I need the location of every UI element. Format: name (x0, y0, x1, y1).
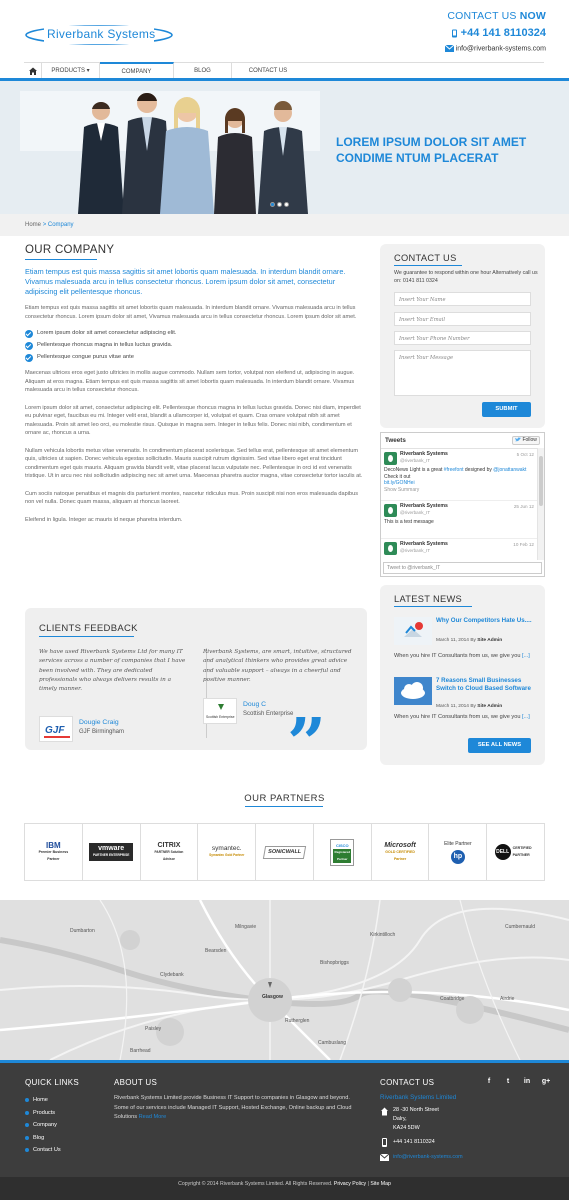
map-label: Barrhead (130, 1048, 151, 1054)
map-label: Kirkintilloch (370, 932, 396, 938)
nav-products[interactable]: PRODUCTS ▾ (42, 63, 100, 79)
news-item (394, 677, 539, 737)
partners-strip (24, 823, 545, 881)
news-item-meta: March 11, 2014 By Site Admin (436, 638, 503, 643)
site-footer (0, 1060, 569, 1177)
news-item-title[interactable]: Why Our Competitors Hate Us.... (436, 617, 532, 624)
latest-news (380, 585, 545, 765)
tweet-handle: @riverbank_IT (400, 510, 431, 515)
body-paragraph: Nullam vehicula lobortis metus vitae venenatis. In condimentum placerat scelerisque. Sed tellus erat, pellentesque sit amet elementum quis, ultricies ut sapien. Donec vehicula egestas sollicitudin. Mauris suscipit rutrum dignissim. Sed vitae libero eget erat tincidunt condimentum eget quis mauris. Aliquam gravida blandit velit, vitae placerat lacus vulputate nec. Pellentesque in orci id est venenatis tristique. Ut in arcu nec nisi sollicitudin adipiscing nec sit amet urna. Maecenas pharetra auctor magna, vitae consectetur tortor iaculis at. (25, 447, 363, 479)
testimonial-author (203, 698, 353, 726)
site-map-link[interactable]: Site Map (370, 1181, 391, 1187)
map-label: Clydebank (160, 972, 184, 978)
map-label: Bearsden (205, 948, 227, 954)
nav-home-button[interactable] (24, 63, 42, 79)
partner-dell[interactable] (487, 824, 544, 880)
tweet-user[interactable]: Riverbank Systems (400, 541, 448, 547)
vmware-logo: vmware PARTNER ENTERPRISE (89, 843, 133, 861)
testimonial (203, 648, 355, 719)
phone-field[interactable]: Insert Your Phone Number (394, 331, 531, 345)
news-thumbnail-image (394, 617, 432, 645)
scrollbar-thumb[interactable] (539, 456, 543, 506)
news-item-excerpt: When you hire IT Consultants from us, we give you [...] (394, 653, 530, 659)
message-field[interactable]: Insert Your Message (394, 350, 531, 396)
nav-company[interactable]: COMPANY (100, 62, 174, 78)
gjf-logo-icon (40, 717, 74, 743)
partner-symantec[interactable] (198, 824, 256, 880)
footer-link-home[interactable]: Home (25, 1094, 61, 1107)
breadcrumb-home[interactable]: Home (25, 222, 42, 228)
header-email[interactable]: info@riverbank-systems.com (406, 45, 546, 52)
partner-sonicwall[interactable] (256, 824, 314, 880)
contact-form (380, 244, 545, 428)
copyright-bar: Copyright © 2014 Riverbank Systems Limited. All Rights Reserved. Privacy Policy | Site Map (0, 1177, 569, 1200)
header-contact-label: CONTACT US NOW (447, 10, 546, 22)
body-paragraph: Lorem ipsum dolor sit amet, consectetur adipiscing elit. Pellentesque rhoncus magna in tellus luctus gravida. Donec nisi diam, imperdiet eu pulvinar eget, faucibus eu mi. Integer velit erat, blandit a ullamcorper id, volutpat et quam. Cras ornare volutpat nibh sit amet malesuada. Proin sit amet leo orci, eu molestie risus. Quisque in magna sem. Integer in tellus felis. Donec nisi nibh, condimentum et ornare ac, rhoncus a urna. (25, 404, 361, 436)
map-label: Milngavie (235, 924, 257, 930)
nav-contact-us[interactable]: CONTACT US (248, 68, 288, 74)
header-phone[interactable]: +44 141 8110324 (406, 27, 546, 39)
partner-citrix[interactable] (141, 824, 199, 880)
partner-vmware[interactable] (83, 824, 141, 880)
site-logo[interactable] (24, 22, 184, 48)
page-title: OUR COMPANY (25, 244, 115, 256)
tweet-handle: @riverbank_IT (400, 458, 431, 463)
twitter-bird-icon (515, 437, 521, 442)
tweet-date[interactable]: 10 Feb 12 (513, 542, 534, 547)
contact-form-note: We guarantee to respond within one hour Alternatively call us on: 0141 811 0324 (394, 270, 538, 284)
footer-link-contact[interactable]: Contact Us (25, 1144, 61, 1157)
feature-item: Pellentesque rhoncus magna in tellus luctus gravida. (25, 341, 367, 350)
ibm-logo: IBM Premier Business Partner (38, 840, 69, 861)
tweet-user[interactable]: Riverbank Systems (400, 503, 448, 509)
scottish-enterprise-logo-icon (204, 699, 238, 725)
news-thumbnail[interactable] (394, 677, 432, 705)
news-title-underline (394, 606, 472, 607)
site-header (0, 0, 569, 62)
tweet-date[interactable]: 5 Oct 12 (516, 452, 534, 457)
footer-company-name: Riverbank Systems Limited (380, 1094, 457, 1101)
home-icon (24, 63, 42, 79)
news-title: LATEST NEWS (394, 594, 463, 604)
svg-text:Scottish Enterprise: Scottish Enterprise (206, 715, 235, 719)
follow-button[interactable]: Follow (512, 436, 540, 445)
map-label: Paisley (145, 1026, 162, 1032)
breadcrumb (0, 214, 569, 236)
nav-blog[interactable]: BLOG (174, 63, 232, 79)
news-item-title[interactable]: 7 Reasons Small Businesses Switch to Cloud Based Software (436, 677, 531, 692)
logo-text: Riverbank Systems (47, 27, 156, 41)
feature-list (25, 329, 367, 362)
testimonial-quote: Riverbank Systems, are smart, intuitive, structured and analytical thinkers who provides great advice and valuable support – always in a cheerful and positive manner. (203, 649, 352, 683)
feature-item: Lorem ipsum dolor sit amet consectetur adipiscing elit. (25, 329, 367, 338)
cloud-thumbnail-image (394, 677, 432, 705)
map-label: Cumbernauld (505, 924, 536, 930)
body-paragraph: Etiam tempus est quis massa sagittis sit amet lobortis quam malesuada. In interdum blandit ornare. Vivamus malesuada arcu in tellus consectetur rhoncus. Lorem ipsum dolor sit amet, Vivamus malesuada arcu in tellus consectetur rhoncus. Lorem ipsum dolor sit amet. (25, 305, 357, 320)
linkedin-icon[interactable]: in (523, 1078, 531, 1085)
body-paragraph: Maecenas ultrices eros eget justo ultricies in mollis augue commodo. Nullam sem tortor, volutpat non eleifend ut, adipiscing in augue. Aliquam at eros magna. Etiam tempus est quis massa sagittis sit amet lobortis quam malesuada. In interdum blandit ornare. Vivamus malesuada arcu in tellus consectetur rhoncus. (25, 370, 355, 393)
footer-link-products[interactable]: Products (25, 1107, 61, 1120)
news-item-excerpt: When you hire IT Consultants from us, we give you [...] (394, 714, 530, 720)
tweet-compose-input[interactable]: Tweet to @riverbank_IT (383, 562, 542, 574)
quick-links (25, 1094, 61, 1157)
see-all-news-button[interactable]: SEE ALL NEWS (468, 738, 531, 753)
tweet-text: DecoNews Light is a great #freefont designed by @jonattanwakt Check it out bit.ly/GONHei Show Summary (384, 467, 527, 493)
partner-ibm[interactable] (25, 824, 83, 880)
read-more-link[interactable]: Read More (138, 1114, 167, 1120)
map-label: Cambuslang (318, 1040, 347, 1046)
tweet-user[interactable]: Riverbank Systems (400, 451, 448, 457)
about-text: Riverbank Systems Limited provide Business IT Support to companies in Glasgow and beyond. Some of our services include Managed IT Support, Hosted Exchange, Online backup and Cloud Solutions Read More (114, 1095, 352, 1120)
map-label: Dumbarton (70, 928, 95, 934)
map-roads (0, 900, 569, 1060)
tweets-title: Tweets (385, 437, 406, 444)
tweet-text: This is a test message (384, 519, 434, 525)
feature-item: Pellentesque congue purus vitae ante (25, 353, 367, 362)
symantec-logo: symantec. Symantec Gold Partner (209, 845, 245, 857)
map-label: Coatbridge (440, 996, 465, 1002)
client-logo (203, 698, 237, 724)
slider-dot[interactable] (270, 202, 275, 207)
envelope-icon (445, 45, 454, 52)
svg-text:GJF: GJF (45, 725, 65, 736)
map-label: Airdrie (500, 996, 515, 1002)
envelope-icon (380, 1154, 389, 1161)
testimonial (39, 648, 189, 736)
footer-phone[interactable]: +44 141 8110324 (393, 1139, 435, 1145)
about-title: ABOUT US (114, 1078, 158, 1087)
citrix-logo: CITRIX PARTNER Solution Advisor (154, 841, 184, 861)
hp-logo: Elite Partner hp (444, 841, 472, 864)
avatar (384, 504, 397, 517)
microsoft-logo: Microsoft GOLD CERTIFIED Partner (384, 841, 416, 861)
main-nav (24, 62, 544, 78)
hero-caption: LOREM IPSUM DOLOR SIT AMET CONDIME NTUM PLACERAT (336, 135, 527, 165)
testimonial-name: Dougie Craig (79, 719, 119, 726)
check-icon (25, 342, 33, 350)
tweet (381, 501, 538, 539)
tweet (381, 539, 538, 560)
submit-button[interactable]: SUBMIT (482, 402, 531, 417)
google-plus-icon[interactable]: g+ (541, 1078, 551, 1085)
map-label: Bishopbriggs (320, 960, 349, 966)
news-item-meta: March 11, 2014 By Site Admin (436, 704, 503, 709)
twitter-icon[interactable]: t (506, 1078, 510, 1085)
feedback-title-underline (39, 636, 134, 637)
tweet-scrollbar[interactable] (537, 448, 544, 560)
twitter-widget (380, 432, 545, 577)
avatar (384, 542, 397, 555)
home-icon (381, 1107, 388, 1116)
testimonial-author (39, 716, 189, 744)
testimonial-quote: We have used Riverbank Systems Ltd for many IT services across a number of companies that I have been involved with. They are dedicated professionals who always delivers results in a timely manner. (39, 649, 186, 693)
news-thumbnail[interactable] (394, 617, 432, 645)
testimonial-name: Doug C (243, 701, 267, 708)
tweet (381, 449, 538, 501)
facebook-icon[interactable]: f (487, 1078, 491, 1085)
check-icon (25, 330, 33, 338)
map-label: Glasgow (262, 994, 283, 1000)
show-summary-link[interactable]: Show Summary (384, 486, 420, 493)
breadcrumb-current: Company (47, 222, 74, 228)
partners-title: OUR PARTNERS (244, 793, 325, 804)
quote-mark-icon: ” (287, 704, 327, 784)
body-paragraph: Eleifend in ligula. Integer ac mauris id neque pharetra interdum. (25, 516, 183, 523)
name-field[interactable]: Insert Your Name (394, 292, 531, 306)
cisco-logo: CISCO Registered Partner (330, 839, 354, 866)
body-paragraph: Cum sociis natoque penatibus et magnis dis parturient montes, nascetur ridiculus mus. Proin suscipit nisi non eros malesuada dapibus non vel nulla. Donec quam massa, aliquam at rhoncus laoreet. (25, 490, 359, 505)
social-links (476, 1076, 552, 1088)
contact-form-title-underline (394, 265, 462, 266)
tweet-list (381, 448, 538, 560)
privacy-policy-link[interactable]: Privacy Policy (333, 1181, 367, 1187)
footer-email[interactable]: info@riverbank-systems.com (393, 1154, 463, 1160)
news-item (394, 617, 539, 667)
check-icon (25, 354, 33, 362)
dell-logo: DELL CERTIFIED PARTNER (495, 844, 537, 860)
avatar (384, 452, 397, 465)
slider-dot[interactable] (284, 202, 289, 207)
testimonial-org: GJF Birmingham (79, 729, 125, 735)
title-underline (25, 259, 97, 260)
footer-link-company[interactable]: Company (25, 1119, 61, 1132)
tweet-handle: @riverbank_IT (400, 548, 431, 553)
breadcrumb-separator: > (42, 222, 47, 228)
footer-contact-title: CONTACT US (380, 1078, 435, 1087)
map-label: Rutherglen (285, 1018, 310, 1024)
partner-cisco[interactable] (314, 824, 372, 880)
email-field[interactable]: Insert Your Email (394, 312, 531, 326)
sonicwall-logo: SONICWALL (263, 846, 306, 859)
tweet-date[interactable]: 25 Jun 12 (513, 504, 534, 509)
hero-banner (0, 81, 569, 214)
feedback-title: CLIENTS FEEDBACK (39, 623, 138, 634)
partner-hp[interactable] (429, 824, 487, 880)
main-content (25, 244, 367, 524)
slider-dot[interactable] (277, 202, 282, 207)
location-map[interactable] (0, 900, 569, 1060)
partner-microsoft[interactable] (372, 824, 430, 880)
quick-links-title: QUICK LINKS (25, 1078, 79, 1087)
partners-title-underline (245, 806, 323, 807)
mobile-phone-icon (382, 1138, 387, 1147)
mobile-phone-icon (451, 29, 458, 38)
contact-form-title: CONTACT US (394, 253, 457, 263)
footer-address: 28 -30 North Street Dalry, KA24 5DW (393, 1107, 439, 1131)
lead-paragraph: Etiam tempus est quis massa sagittis sit amet lobortis quam malesuada. In interdum blandit ornare. Vivamus malesuada arcu in tellus consectetur rhoncus. Lorem ipsum dolor sit amet, consectetur adipiscing elit pellentesque rhoncus. (25, 267, 346, 296)
client-logo (39, 716, 73, 742)
slider-dots (270, 202, 291, 209)
header-contact (406, 10, 546, 52)
footer-link-blog[interactable]: Blog (25, 1132, 61, 1145)
testimonial-org: Scottish Enterprise (243, 711, 294, 717)
